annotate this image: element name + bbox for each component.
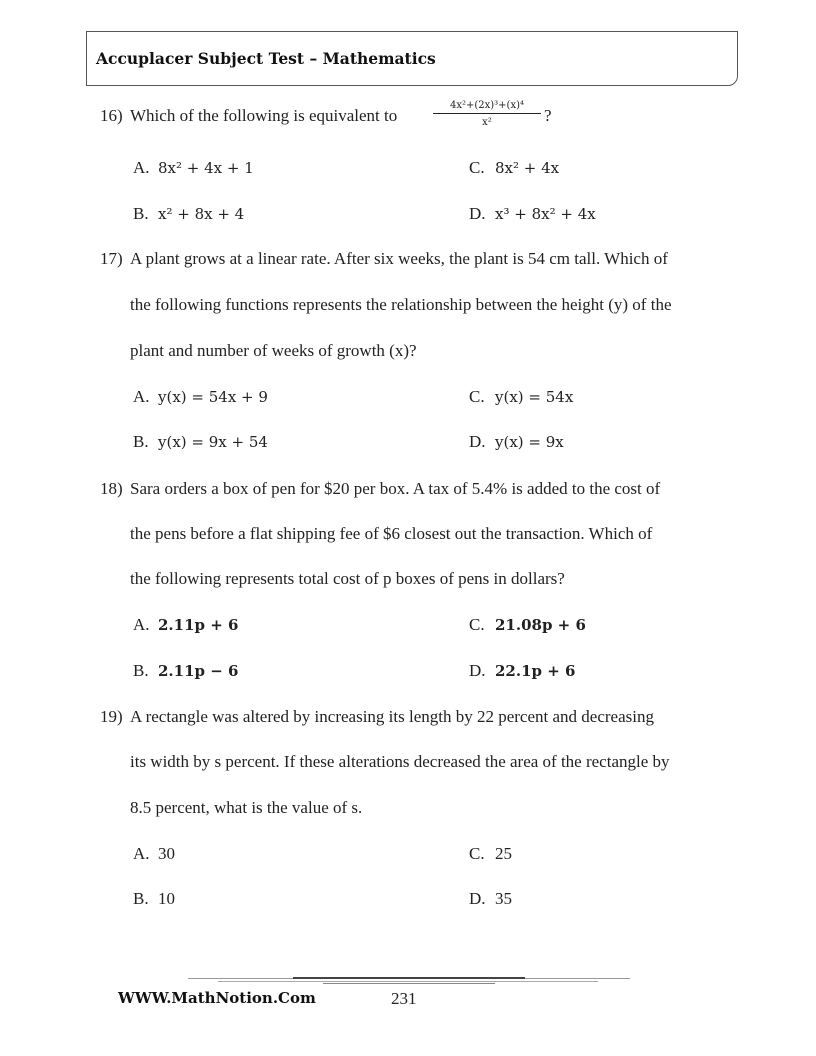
option-label-a: A. (133, 387, 150, 406)
option-value-d: 35 (495, 889, 512, 908)
option-value-a: y(x) = 54x + 9 (158, 388, 268, 406)
question-stem: Which of the following is equivalent to (130, 106, 398, 125)
footer-divider (323, 983, 495, 984)
question-line: the following represents total cost of p boxes of pens in dollars? (130, 569, 565, 588)
option-label-c: C. (469, 844, 485, 863)
option-label-d: D. (469, 204, 486, 223)
option-value-a: 2.11p + 6 (158, 616, 239, 634)
option-value-b: x² + 8x + 4 (158, 205, 245, 223)
option-value-c: 8x² + 4x (495, 159, 560, 177)
question-line: plant and number of weeks of growth (x)? (130, 341, 417, 360)
question-line: the following functions represents the relationship between the height (y) of the (130, 295, 672, 314)
option-label-c: C. (469, 615, 485, 634)
option-label-a: A. (133, 844, 150, 863)
expression-fraction (433, 100, 541, 128)
option-value-b: y(x) = 9x + 54 (158, 433, 268, 451)
fraction-denominator: x² (482, 117, 492, 128)
question-line: Sara orders a box of pen for $20 per box. A tax of 5.4% is added to the cost of (130, 479, 661, 498)
question-number: 18) (100, 479, 123, 498)
option-value-a: 8x² + 4x + 1 (158, 159, 254, 177)
option-label-a: A. (133, 158, 150, 177)
option-label-d: D. (469, 889, 486, 908)
option-label-b: B. (133, 204, 149, 223)
page-number: 231 (391, 989, 417, 1008)
option-value-d: 22.1p + 6 (495, 662, 576, 680)
question-suffix: ? (544, 106, 552, 125)
question-line: its width by s percent. If these alterations decreased the area of the rectangle by (130, 752, 670, 771)
option-value-c: y(x) = 54x (495, 388, 574, 406)
question-number: 16) (100, 106, 123, 125)
question-line: A plant grows at a linear rate. After six weeks, the plant is 54 cm tall. Which of (130, 249, 668, 268)
option-value-d: x³ + 8x² + 4x (495, 205, 596, 223)
option-label-d: D. (469, 661, 486, 680)
option-label-a: A. (133, 615, 150, 634)
option-label-b: B. (133, 889, 149, 908)
footer-website: WWW.MathNotion.Com (118, 989, 316, 1007)
option-value-c: 21.08p + 6 (495, 616, 586, 634)
option-label-b: B. (133, 661, 149, 680)
fraction-numerator: 4x²+(2x)³+(x)⁴ (433, 100, 541, 114)
question-number: 19) (100, 707, 123, 726)
option-value-a: 30 (158, 844, 175, 863)
option-label-b: B. (133, 432, 149, 451)
question-line: the pens before a flat shipping fee of $6 closest out the transaction. Which of (130, 524, 653, 543)
option-value-b: 2.11p − 6 (158, 662, 239, 680)
option-label-d: D. (469, 432, 486, 451)
question-number: 17) (100, 249, 123, 268)
option-value-d: y(x) = 9x (495, 433, 564, 451)
option-value-c: 25 (495, 844, 512, 863)
option-label-c: C. (469, 158, 485, 177)
option-value-b: 10 (158, 889, 175, 908)
option-label-c: C. (469, 387, 485, 406)
page-title: Accuplacer Subject Test – Mathematics (96, 49, 436, 68)
footer-divider (218, 981, 598, 982)
footer-divider (293, 977, 525, 979)
question-line: 8.5 percent, what is the value of s. (130, 798, 363, 817)
question-line: A rectangle was altered by increasing its length by 22 percent and decreasing (130, 707, 654, 726)
